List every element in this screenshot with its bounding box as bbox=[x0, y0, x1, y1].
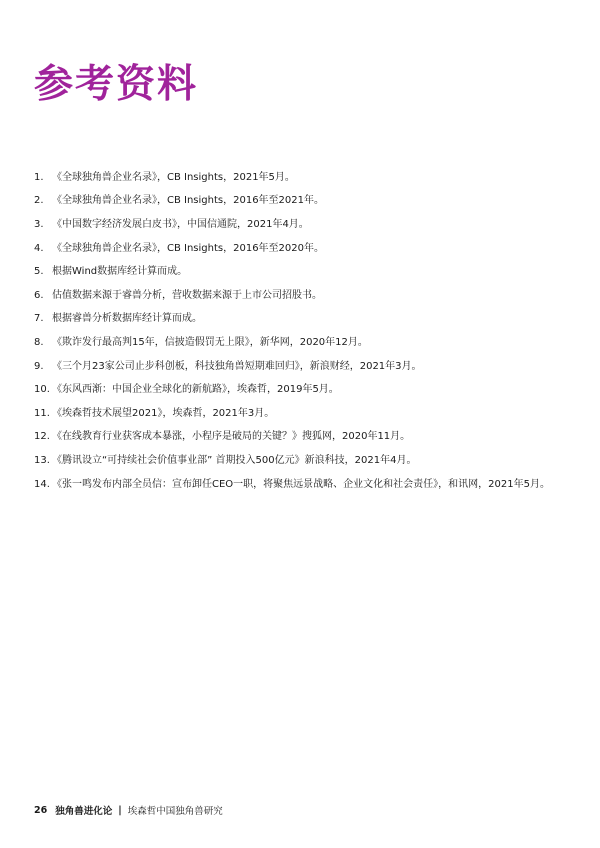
book-title: 独角兽进化论 bbox=[55, 806, 113, 817]
reference-number: 14. bbox=[34, 478, 50, 490]
reference-number: 8. bbox=[34, 336, 44, 348]
footer-separator: | bbox=[118, 804, 122, 816]
reference-text: 《东风西渐：中国企业全球化的新航路》，埃森哲，2019年5月。 bbox=[52, 384, 339, 396]
reference-text: 《中国数字经济发展白皮书》，中国信通院，2021年4月。 bbox=[52, 218, 309, 230]
reference-item bbox=[34, 426, 574, 450]
reference-text: 《全球独角兽企业名录》，CB Insights，2016年至2020年。 bbox=[52, 242, 325, 254]
reference-text: 《张一鸣发布内部全员信：宣布卸任CEO一职，将聚焦远景战略、企业文化和社会责任》，和讯网，2021年5月。 bbox=[52, 478, 550, 490]
reference-number: 2. bbox=[34, 195, 44, 207]
reference-item bbox=[34, 331, 574, 355]
book-subtitle: 埃森哲中国独角兽研究 bbox=[127, 806, 223, 817]
reference-text: 根据睿兽分析数据库经计算而成。 bbox=[52, 313, 202, 325]
reference-number: 6. bbox=[34, 289, 44, 301]
reference-number: 13. bbox=[34, 454, 50, 466]
reference-number: 4. bbox=[34, 242, 44, 254]
reference-number: 7. bbox=[34, 313, 44, 325]
reference-item bbox=[34, 449, 574, 473]
reference-item bbox=[34, 284, 574, 308]
reference-number: 12. bbox=[34, 431, 50, 443]
reference-text: 《三个月23家公司止步科创板，科技独角兽短期难回归》，新浪财经，2021年3月。 bbox=[52, 360, 422, 372]
reference-number: 9. bbox=[34, 360, 44, 372]
reference-text: 《全球独角兽企业名录》，CB Insights，2016年至2021年。 bbox=[52, 195, 325, 207]
reference-item bbox=[34, 166, 574, 190]
page-title: 参考资料 bbox=[34, 62, 199, 107]
reference-item bbox=[34, 260, 574, 284]
reference-item bbox=[34, 378, 574, 402]
reference-text: 《在线教育行业获客成本暴涨，小程序是破局的关键？》搜狐网，2020年11月。 bbox=[52, 431, 411, 443]
reference-text: 《全球独角兽企业名录》，CB Insights，2021年5月。 bbox=[52, 171, 295, 183]
reference-number: 3. bbox=[34, 218, 44, 230]
reference-item bbox=[34, 213, 574, 237]
page-footer bbox=[34, 803, 223, 817]
reference-number: 1. bbox=[34, 171, 44, 183]
reference-item bbox=[34, 473, 574, 497]
reference-text: 根据Wind数据库经计算而成。 bbox=[52, 266, 188, 278]
reference-text: 估值数据来源于睿兽分析，营收数据来源于上市公司招股书。 bbox=[52, 289, 322, 301]
page-number: 26 bbox=[34, 804, 48, 816]
reference-list bbox=[34, 166, 574, 496]
reference-text: 《欺诈发行最高判15年，信披造假罚无上限》，新华网，2020年12月。 bbox=[52, 336, 368, 348]
reference-number: 10. bbox=[34, 384, 50, 396]
reference-item bbox=[34, 237, 574, 261]
reference-number: 5. bbox=[34, 266, 44, 278]
reference-text: 《腾讯设立“可持续社会价值事业部” 首期投入500亿元》新浪科技，2021年4月。 bbox=[52, 454, 417, 466]
reference-item bbox=[34, 308, 574, 332]
reference-number: 11. bbox=[34, 407, 50, 419]
reference-item bbox=[34, 190, 574, 214]
reference-text: 《埃森哲技术展望2021》，埃森哲，2021年3月。 bbox=[52, 407, 275, 419]
reference-item bbox=[34, 355, 574, 379]
reference-item bbox=[34, 402, 574, 426]
